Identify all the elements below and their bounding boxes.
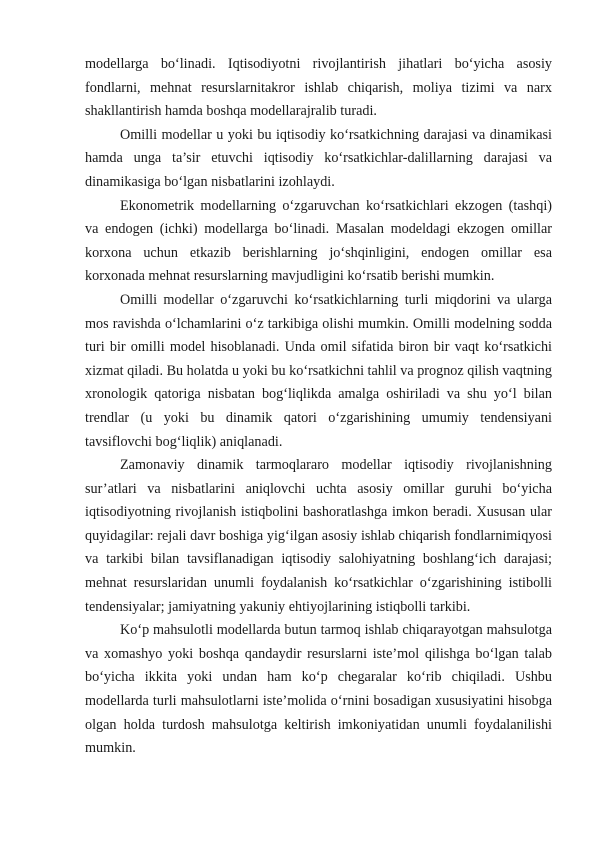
body-text [85,53,552,761]
paragraph-dynamic-models: Zamonaviy dinamik tarmoqlararo modellar iqtisodiy rivojlanishning sur’atlari va nisbatlarini aniqlovchi uchta asosiy omillar guruhi bo‘yicha iqtisodiyotning rivojlanish istiqbolini bashoratlashga imkon beradi. Xususan ular quyidagilar: rejali davr boshiga yig‘ilgan asosiy ishlab chiqarish fondlarnimiqyosi va tarkibi bilan tavsiflanadigan iqtisodiy salohiyatning boshlang‘ich darajasi; mehnat resurslaridan unumli foydalanish ko‘rsatkichlar o‘zgarishining istibolli tendensiyalar; jamiyatning yakuniy ehtiyojlarining istiqbolli tarkibi. [85,457,552,615]
paragraph-factor-models: Omilli modellar u yoki bu iqtisodiy ko‘rsatkichning darajasi va dinamikasi hamda unga ta’sir etuvchi iqtisodiy ko‘rsatkichlar-dalillarning darajasi va dinamikasiga bo‘lgan nisbatlarini izohlaydi. [85,126,552,190]
paragraph-continuation: modellarga bo‘linadi. Iqtisodiyotni rivojlantirish jihatlari bo‘yicha asosiy fondlarni, mehnat resurslarnitakror ishlab chiqarish, moliya tizimi va narx shakllantirish hamda boshqa modellarajralib turadi. [85,56,552,120]
paragraph-multiproduct-models: Ko‘p mahsulotli modellarda butun tarmoq ishlab chiqarayotgan mahsulotga va xomashyo yoki boshqa qandaydir resurslarni iste’mol qilishga bo‘lgan talab bo‘yicha ikkita yoki undan ham ko‘p chegaralar ko‘rib chiqiladi. Ushbu modellarda turli mahsulotlarni iste’molida o‘rnini bosadigan xususiyatini hisobga olgan holda turdosh mahsulotga keltirish imkoniyatidan unumli foydalanilishi mumkin. [85,622,552,757]
paragraph-factor-variables: Omilli modellar o‘zgaruvchi ko‘rsatkichlarning turli miqdorini va ularga mos ravishda o‘lchamlarini o‘z tarkibiga olishi mumkin. Omilli modelning sodda turi bir omilli model hisoblanadi. Unda omil sifatida biron bir vaqt ko‘rsatkichi xizmat qiladi. Bu holatda u yoki bu ko‘rsatkichni tahlil va prognoz qilish vaqtning xronologik qatoriga nisbatan bog‘liqlikda amalga oshiriladi va shu yo‘l bilan trendlar (u yoki bu dinamik qatori o‘zgarishining umumiy tendensiyani tavsiflovchi bog‘liqlik) aniqlanadi. [85,291,552,450]
paragraph-econometric-models: Ekonometrik modellarning o‘zgaruvchan ko‘rsatkichlari ekzogen (tashqi) va endogen (ichki) modellarga bo‘linadi. Masalan modeldagi ekzogen omillar korxona uchun etkazib berishlarning jo‘shqinligini, endogen omillar esa korxonada mehnat resurslarning mavjudligini ko‘rsatib berishi mumkin. [85,197,552,285]
